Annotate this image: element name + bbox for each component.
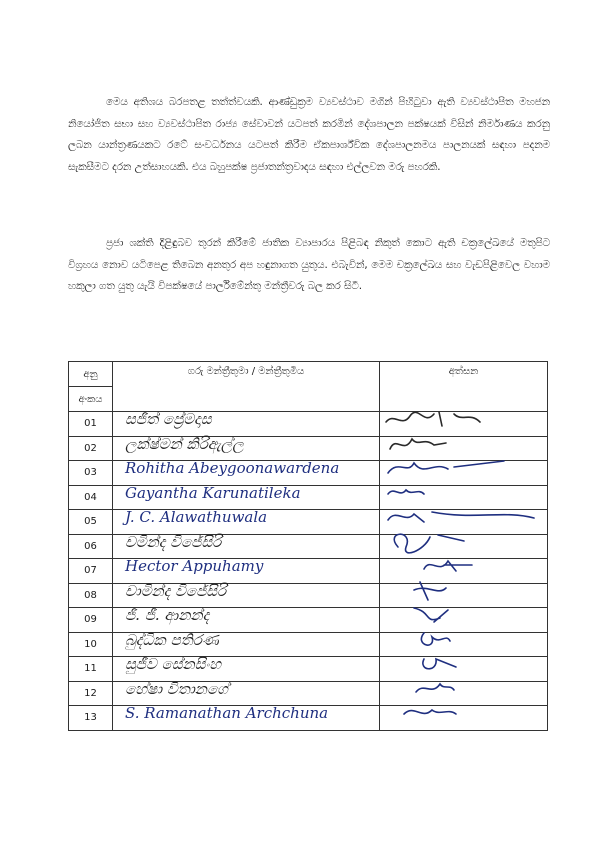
signature-stroke	[414, 582, 446, 600]
handwritten-name: හේෂා විතානගේ	[125, 679, 228, 698]
signature-stroke	[388, 461, 504, 473]
signature-stroke	[414, 608, 448, 622]
row-number: 06	[69, 534, 113, 559]
member-name-cell	[113, 510, 380, 535]
member-name-cell	[113, 559, 380, 584]
handwritten-name: ලක්ෂ්මන් කිරිඇල්ල	[125, 434, 244, 453]
member-name-cell	[113, 608, 380, 633]
paragraph-2: ප්‍රජා ශක්ති දිළිඳුබව තුරන් කිරීමේ ජාතික ව්‍යාපාරය පිළිබඳ නිකුත් කොට ඇති චක්‍රලේඛයේ මතුපිට විග්‍රහය නොව යටිපෙළ තිබෙන අනතුර අප හඳුනාගත යුතුය. එබැවින්, මෙම චක්‍රලේඛය සහ වැඩපිළිවෙල වහාම හකුලා ගත යුතු යැයි විපක්ෂයේ පාර්ලිමේන්තු මන්ත්‍රීවරු බල කර සිටී.	[68, 237, 550, 292]
signature-stroke	[390, 439, 446, 449]
signature-stroke	[423, 659, 456, 669]
handwritten-name: සජිත් ප්‍රේමදාස	[125, 410, 212, 428]
signature-scribble	[384, 702, 544, 730]
row-number: 09	[69, 608, 113, 633]
table-row	[69, 706, 548, 731]
member-name-cell	[113, 632, 380, 657]
member-name-cell	[113, 706, 380, 731]
signature-stroke	[421, 633, 450, 645]
member-name-cell	[113, 657, 380, 682]
handwritten-name: චමින්ද විජේසිරි	[125, 532, 222, 551]
header-number-line2: අංකය	[69, 387, 113, 412]
handwritten-name: ජි. ජී. ආනන්ද	[125, 606, 210, 624]
member-name-cell	[113, 583, 380, 608]
member-name-cell	[113, 681, 380, 706]
header-number	[69, 362, 113, 387]
signature-cell	[380, 706, 548, 731]
signature-stroke	[388, 490, 424, 494]
signature-stroke	[416, 684, 454, 692]
member-name-cell	[113, 534, 380, 559]
row-number: 05	[69, 510, 113, 535]
paragraph-1: මෙය අතිශය බරපතළ තත්ත්වයකි. ආණ්ඩුක්‍රම ව්‍යවස්ථාව මගින් පිහිටුවා ඇති ව්‍යවස්ථාපිත මහජන නියෝජිත සභා සහ ව්‍යවස්ථාපිත රාජ්‍ය සේවාවන් යටපත් කරමින් දේශපාලන පක්ෂයක් විසින් නිර්මාණය කරනු ලබන යාන්ත්‍රණයකට රටේ සංවර්ධනය යටපත් කිරීම ඒකපාර්ශ්වික දේශපාලනමය පාලනයක් සඳහා පදනම සැකසීමට දරන උත්සාහයකි. එය බහුපක්ෂ ප්‍රජාතන්ත්‍රවාදය සඳහා එල්ලවන මරු පහරකි.	[68, 96, 550, 173]
handwritten-name: S. Ramanathan Archchuna	[125, 704, 329, 722]
signature-stroke	[388, 512, 534, 522]
signature-stroke	[424, 561, 472, 571]
signature-table	[68, 361, 548, 731]
row-number: 07	[69, 559, 113, 584]
handwritten-name: Gayantha Karunatileka	[125, 483, 301, 502]
signature-stroke	[394, 534, 464, 553]
handwritten-name: J. C. Alawathuwala	[125, 508, 268, 526]
header-number-line1: අනු	[83, 368, 98, 380]
header-signature: අත්සන	[380, 362, 548, 412]
signature-rows	[69, 412, 548, 731]
handwritten-name: බුද්ධික පතිරණ	[125, 630, 219, 649]
member-name-cell	[113, 436, 380, 461]
header-name: ගරු මන්ත්‍රීතුමා / මන්ත්‍රීතුමිය	[113, 362, 380, 412]
signature-stroke	[404, 710, 456, 714]
row-number: 08	[69, 583, 113, 608]
member-name-cell	[113, 485, 380, 510]
signature-stroke	[386, 412, 480, 426]
row-number: 01	[69, 412, 113, 437]
row-number: 13	[69, 706, 113, 731]
member-name-cell	[113, 461, 380, 486]
handwritten-name: සුජීව සේනසිංහ	[125, 655, 222, 673]
row-number: 12	[69, 681, 113, 706]
row-number: 10	[69, 632, 113, 657]
handwritten-name: Rohitha Abeygoonawardena	[125, 459, 340, 477]
handwritten-name: Hector Appuhamy	[125, 557, 264, 575]
row-number: 04	[69, 485, 113, 510]
row-number: 11	[69, 657, 113, 682]
member-name-cell	[113, 412, 380, 437]
row-number: 03	[69, 461, 113, 486]
table-header-row	[69, 362, 548, 387]
handwritten-name: චාමින්ද විජේසිරි	[125, 581, 227, 600]
row-number: 02	[69, 436, 113, 461]
